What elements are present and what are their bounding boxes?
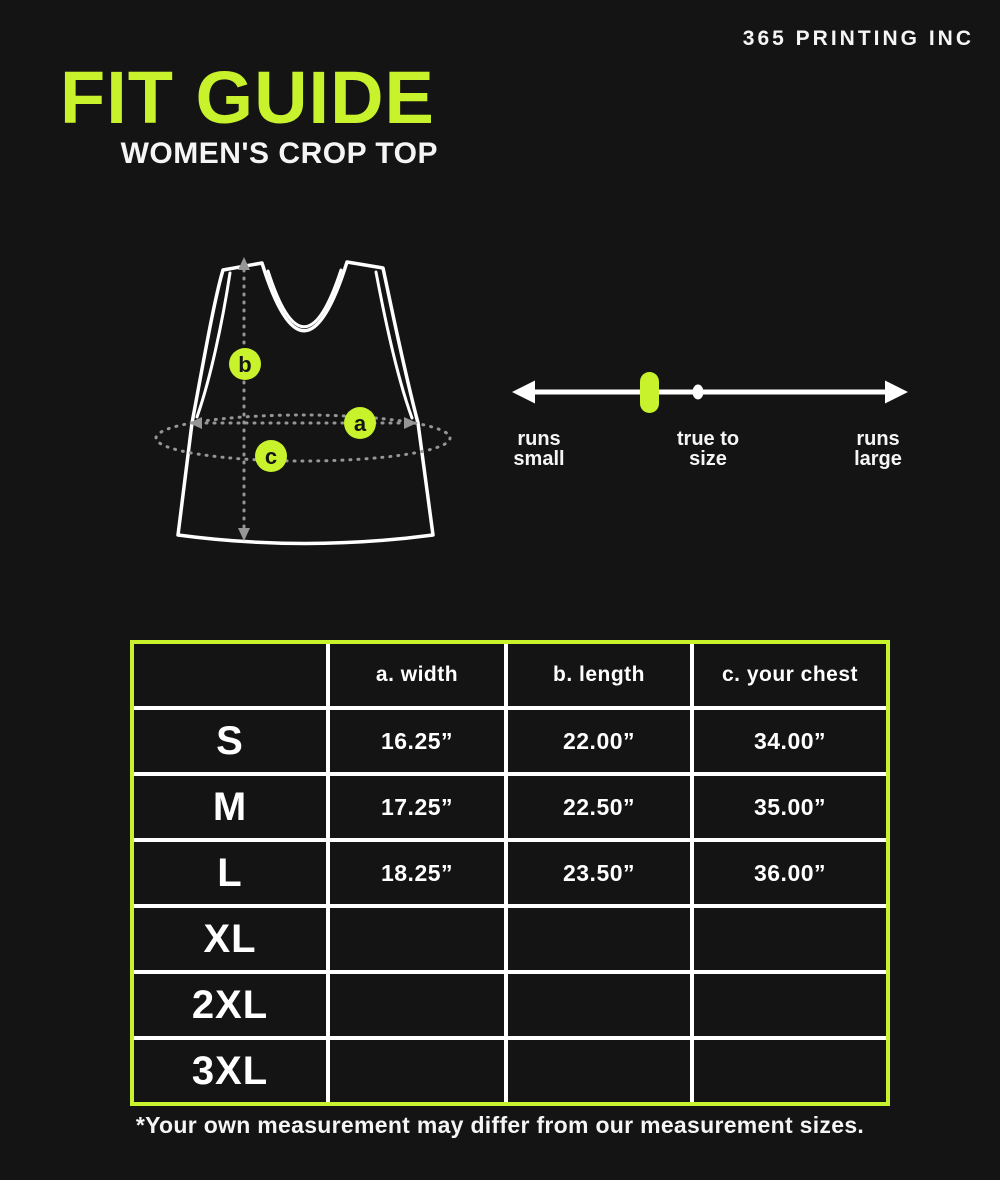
center-tick-dot: [693, 385, 704, 400]
marker-c-label: c: [264, 444, 278, 469]
size-cell: 2XL: [134, 974, 326, 1036]
marker-b-label: b: [238, 352, 252, 377]
marker-b: [229, 348, 261, 380]
marker-a: [344, 407, 376, 439]
scale-label-true-to-size: true to size: [676, 428, 740, 470]
right-arrowhead-icon: [885, 381, 908, 404]
tank-top-outline: [178, 262, 433, 544]
chest-cell: [694, 974, 886, 1036]
chest-cell: 36.00”: [694, 842, 886, 904]
fit-position-marker: [640, 372, 659, 413]
header-chest: c. your chest: [694, 644, 886, 706]
width-cell: 18.25”: [330, 842, 504, 904]
chest-cell: 35.00”: [694, 776, 886, 838]
header-width: a. width: [330, 644, 504, 706]
title-block: [60, 56, 438, 171]
size-cell: XL: [134, 908, 326, 970]
scale-label-runs-small: runs small: [513, 428, 565, 470]
scale-label-runs-large: runs large: [854, 428, 902, 470]
marker-c: [255, 440, 287, 472]
size-table: [130, 640, 890, 1106]
width-cell: 17.25”: [330, 776, 504, 838]
length-cell: [508, 974, 690, 1036]
width-cell: [330, 974, 504, 1036]
width-cell: [330, 908, 504, 970]
page-subtitle: WOMEN'S CROP TOP: [120, 137, 438, 171]
size-cell: M: [134, 776, 326, 838]
chest-cell: [694, 1040, 886, 1102]
fit-scale-axis: [512, 381, 908, 404]
header-empty: [134, 644, 326, 706]
length-cell: 22.50”: [508, 776, 690, 838]
measurement-disclaimer: *Your own measurement may differ from our measurement sizes.: [135, 1112, 865, 1138]
length-cell: [508, 1040, 690, 1102]
size-cell: L: [134, 842, 326, 904]
size-cell: S: [134, 710, 326, 772]
size-cell: 3XL: [134, 1040, 326, 1102]
brand-name: 365 PRINTING INC: [742, 27, 974, 50]
fit-scale: [505, 365, 915, 427]
page-title: FIT GUIDE: [60, 56, 435, 139]
width-cell: 16.25”: [330, 710, 504, 772]
left-arrowhead-icon: [512, 381, 535, 404]
chest-cell: 34.00”: [694, 710, 886, 772]
length-cell: 23.50”: [508, 842, 690, 904]
marker-a-label: a: [353, 411, 367, 436]
chest-cell: [694, 908, 886, 970]
header-length: b. length: [508, 644, 690, 706]
length-cell: 22.00”: [508, 710, 690, 772]
crop-top-diagram: [140, 240, 480, 560]
width-cell: [330, 1040, 504, 1102]
length-cell: [508, 908, 690, 970]
